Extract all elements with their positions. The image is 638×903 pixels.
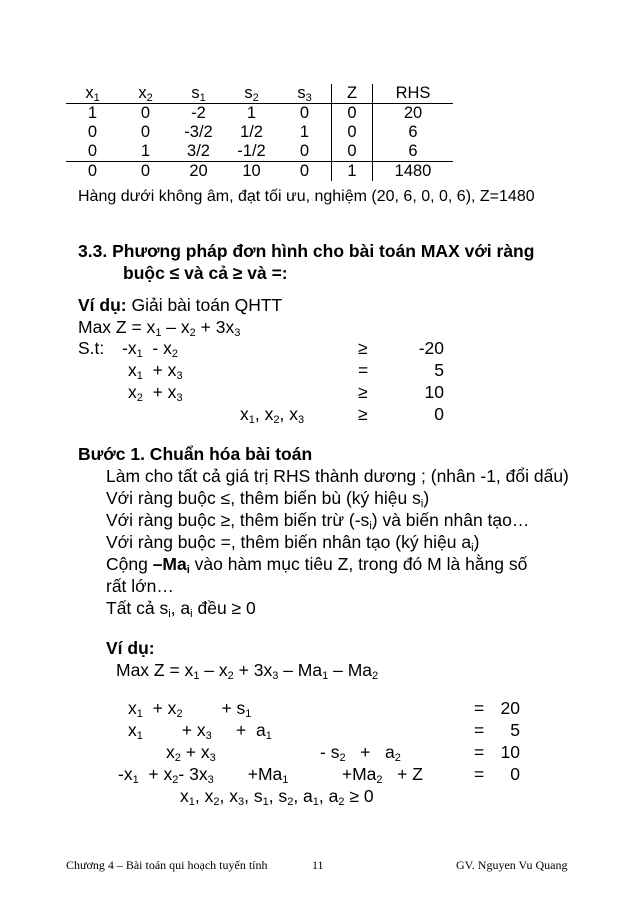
system-row-1: $x_1 + x_2$ + $s_1$ [128, 698, 252, 720]
example-heading [78, 294, 282, 316]
table-header: RHS [373, 84, 454, 104]
table-cell: 6 [408, 123, 418, 141]
step1-title: Bước 1. Chuẩn hóa bài toán [78, 444, 313, 464]
system-rhs: 5 [510, 720, 520, 740]
table-cell: 0 [299, 104, 310, 122]
example2-objective: Max $Z = x_1 - x_2 + 3x_3 - Ma_1 - Ma_2$ [116, 660, 379, 682]
table-header: $s_3$ [278, 84, 332, 104]
table-row [66, 162, 453, 182]
table-header: $x_2$ [119, 84, 172, 104]
constraint-1-lhs: $-x_1 - x_2$ [122, 338, 178, 360]
table-cell: 1 [299, 123, 310, 141]
table-cell: 0 [66, 142, 119, 162]
system-rhs: 0 [510, 764, 520, 784]
step1-item: Tất cả $s_i$, $a_i$ đều ≥ 0 [106, 598, 256, 620]
constraint-2-sign: = [358, 360, 369, 380]
step1-item: rất lớn… [106, 576, 174, 596]
objective-prefix: Max Z = x [78, 317, 156, 337]
table-header: Z [332, 84, 373, 104]
table-cell: 20 [403, 104, 423, 122]
example2-label: Ví dụ: [106, 638, 155, 658]
constraint-2-lhs: $x_1 + x_3$ [128, 360, 183, 382]
step1-item-text: Với ràng buộc ≥, thêm biến trừ (-s [106, 510, 370, 530]
constraint-3-sign: ≥ [358, 382, 368, 402]
table-cell: 10 [242, 162, 261, 180]
simplex-table [66, 84, 453, 181]
step1-item-text: Cộng [106, 554, 153, 574]
table-row [66, 142, 453, 162]
objective-line: Max $Z = x_1 - x_2 + 3x_3$ [78, 317, 241, 339]
example-label: Ví dụ: [78, 295, 127, 315]
table-cell: 1 [87, 104, 98, 122]
table-cell: 20 [189, 162, 208, 180]
constraint-3-lhs: $x_2 + x_3$ [128, 382, 183, 404]
table-cell: 0 [140, 162, 151, 180]
table-cell: -3/2 [184, 123, 213, 141]
table-cell: 0 [299, 162, 310, 180]
table-cell: 0 [332, 142, 373, 162]
step1-item: Cộng $-Ma_i$ vào hàm mục tiêu Z, trong đó M là hằng số [106, 554, 528, 576]
constraint-2-rhs: 5 [434, 360, 444, 380]
step1-item-text: Với ràng buộc ≤, thêm biến bù (ký hiệu s [106, 488, 421, 508]
step1-item-rest: ) và biến nhân tạo… [371, 510, 530, 530]
step1-item: Với ràng buộc ≥, thêm biến trừ $(-s_i)$ và biến nhân tạo… [106, 510, 530, 532]
table-cell: 0 [332, 104, 373, 124]
step1-item: Làm cho tất cả giá trị RHS thành dương ; (nhân -1, đổi dấu) [106, 466, 569, 486]
section-number: 3.3. [78, 241, 108, 261]
table-header: $x_1$ [66, 84, 119, 104]
table-header: $s_1$ [172, 84, 225, 104]
table-cell: 0 [87, 162, 98, 180]
constraint-1-sign: ≥ [358, 338, 368, 358]
table-cell: -2 [191, 104, 206, 122]
table-header-row [66, 84, 453, 104]
table-cell: 1 [119, 142, 172, 162]
table-cell: 0 [140, 104, 151, 122]
footer-chapter: Chương 4 – Bài toán qui hoạch tuyến tính [66, 858, 268, 872]
table-cell: 1 [332, 162, 373, 182]
st-label: S.t: [78, 338, 105, 358]
constraint-4-rhs: 0 [434, 404, 444, 424]
step1-item-text: Với ràng buộc =, thêm biến nhân tạo (ký hiệu a [106, 532, 472, 552]
system-row-3: $x_2 + x_3$ [166, 742, 216, 764]
table-cell: 1 [246, 104, 257, 122]
table-cell: 1/2 [240, 123, 263, 141]
section-heading [78, 240, 534, 262]
constraint-3-rhs: 10 [424, 382, 444, 402]
table-cell: 0 [332, 123, 373, 142]
system-row-4: $-x_1 + x_2-$ $3x_3$ $+Ma_1$ $+Ma_2 + Z$ [118, 764, 423, 786]
system-rhs: 20 [500, 698, 520, 718]
neg-ma: –Ma [152, 554, 187, 574]
table-cell: 1480 [394, 162, 432, 180]
table-header: $s_2$ [225, 84, 278, 104]
footer-author: GV. Nguyen Vu Quang [456, 858, 568, 872]
constraint-1-rhs: -20 [418, 338, 444, 358]
table-cell: 0 [140, 123, 151, 141]
step1-item: Với ràng buộc ≤, thêm biến bù (ký hiệu $s_i$) [106, 488, 430, 510]
table-cell: 0 [278, 142, 332, 162]
footer-page-number: 11 [312, 858, 324, 872]
section-title-line2: buộc ≤ và cả ≥ và =: [123, 263, 288, 283]
conclusion-text: Hàng dưới không âm, đạt tối ưu, nghiệm (20, 6, 0, 0, 6), Z=1480 [78, 188, 535, 205]
section-title-line1: Phương pháp đơn hình cho bài toán MAX với ràng [112, 241, 535, 261]
constraint-4-lhs: $x_1$, $x_2$, $x_3$ [240, 404, 305, 426]
step1-item-text: Tất cả s [106, 598, 169, 618]
system-eq: = [474, 764, 485, 784]
table-cell: 0 [87, 123, 98, 141]
system-eq: = [474, 742, 485, 762]
system-eq: = [474, 698, 485, 718]
table-row [66, 123, 453, 142]
system-row-3b: - $s_2 + a_2$ [320, 742, 401, 764]
system-rhs: 10 [500, 742, 520, 762]
system-eq: = [474, 720, 485, 740]
table-cell: -1/2 [225, 142, 278, 162]
example-text: Giải bài toán QHTT [126, 295, 283, 315]
table-cell: 6 [373, 142, 454, 162]
objective-prefix: Max Z = x [116, 660, 194, 680]
constraint-4-sign: ≥ [358, 404, 368, 424]
nonneg-row: $x_1$, $x_2$, $x_3$, $s_1$, $s_2$, $a_1$, $a_2 \ge 0$ [180, 786, 374, 808]
step1-item-rest: vào hàm mục tiêu Z, trong đó M là hằng số [189, 554, 528, 574]
step1-item: Với ràng buộc =, thêm biến nhân tạo (ký hiệu $a_i$) [106, 532, 480, 554]
table-row [66, 104, 453, 124]
system-row-2: $x_1$ + $x_3$ + $a_1$ [128, 720, 272, 742]
table-cell: 3/2 [172, 142, 225, 162]
